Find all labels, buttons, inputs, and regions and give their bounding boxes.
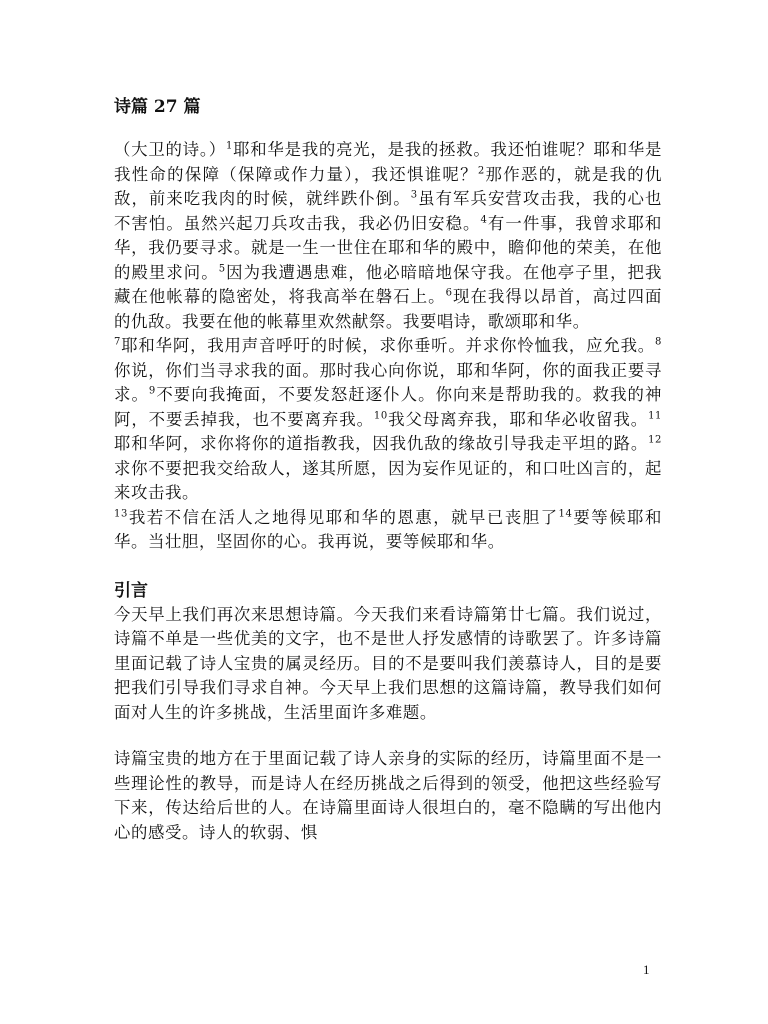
verse-text: 耶和华阿，求你将你的道指教我，因我仇敌的缘故引导我走平坦的路。 xyxy=(114,434,649,453)
verse-text: 有一件事，我曾求耶和华，我仍要寻求。就是一生一世住在耶和华的殿中，瞻仰他的荣美，在他的殿里求问。 xyxy=(114,213,662,282)
verse-text: 现在我得以昂首，高过四面的仇敌。我要在他的帐幕里欢然献祭。我要唱诗，歌颂耶和华。 xyxy=(114,287,662,331)
verse-text: 因为我遭遇患难，他必暗暗地保守我。在他亭子里，把我藏在他帐幕的隐密处，将我高举在磐石上。 xyxy=(114,262,662,306)
verse-text: 要等候耶和华。当壮胆，坚固你的心。我再说，要等候耶和华。 xyxy=(114,507,663,551)
verse-text: （大卫的诗。） xyxy=(114,140,226,159)
verse-text: 求你不要把我交给敌人，遂其所愿，因为妄作见证的，和口吐凶言的，起来攻击我。 xyxy=(114,458,662,502)
verse-number: 3 xyxy=(410,189,418,201)
verse-text: 耶和华阿，我用声音呼吁的时候，求你垂听。并求你怜恤我，应允我。 xyxy=(120,336,656,355)
verse-text: 你说，你们当寻求我的面。那时我心向你说，耶和华阿，你的面我正要寻求。 xyxy=(114,360,662,404)
verse-number: 7 xyxy=(114,336,121,348)
verse-number: 10 xyxy=(373,410,388,422)
verse-number: 6 xyxy=(445,287,453,299)
verse-text: 耶和华是我的亮光，是我的拯救。我还怕谁呢？耶和华是我性命的保障（保障或作力量），我还惧谁呢？ xyxy=(114,140,663,184)
verse-number: 1 xyxy=(225,140,233,152)
intro-paragraph-1: 今天早上我们再次来思想诗篇。今天我们来看诗篇第廿七篇。我们说过，诗篇不单是一些优美的文字，也不是世人抒发感情的诗歌罢了。许多诗篇里面记载了诗人宝贵的属灵经历。目的不是要叫我们羡慕诗人，目的是要把我们引导我们寻求自神。今天早上我们思想的这篇诗篇，教导我们如何面对人生的许多挑战，生活里面许多难题。 xyxy=(114,604,662,722)
intro-paragraph-2: 诗篇宝贵的地方在于里面记载了诗人亲身的实际的经历，诗篇里面不是一些理论性的教导，而是诗人在经历挑战之后得到的领受，他把这些经验写下来，传达给后世的人。在诗篇里面诗人很坦白的，毫不隐瞒的写出他内心的感受。诗人的软弱、惧 xyxy=(114,749,662,842)
verse-number: 4 xyxy=(480,214,488,226)
verse-number: 8 xyxy=(655,336,662,348)
page-content xyxy=(114,95,662,845)
verse-number: 14 xyxy=(558,508,573,520)
verse-text: 我若不信在活人之地得见耶和华的恩惠，就早已丧胆了 xyxy=(127,507,559,527)
verse-number: 5 xyxy=(218,263,226,275)
psalm-paragraph xyxy=(114,138,662,334)
verse-text: 不要向我掩面，不要发怒赶逐仆人。你向来是帮助我的。救我的神阿，不要丢掉我，也不要离弃我。 xyxy=(114,385,662,429)
psalm-text xyxy=(114,138,662,555)
verse-number: 12 xyxy=(648,434,662,446)
verse-number: 9 xyxy=(148,385,156,397)
page-title: 诗篇 27 篇 xyxy=(114,97,201,117)
psalm-paragraph xyxy=(114,334,662,506)
page-number: 1 xyxy=(643,962,650,977)
verse-number: 2 xyxy=(477,165,485,177)
verse-text: 虽有军兵安营攻击我，我的心也不害怕。虽然兴起刀兵攻击我，我必仍旧安稳。 xyxy=(114,189,663,233)
psalm-paragraph xyxy=(114,506,662,555)
verse-text: 那作恶的，就是我的仇敌，前来吃我肉的时候，就绊跌仆倒。 xyxy=(114,164,662,208)
verse-number: 11 xyxy=(648,410,663,422)
section-heading-intro: 引言 xyxy=(114,580,148,601)
verse-number: 13 xyxy=(114,508,128,520)
verse-text: 我父母离弃我，耶和华必收留我。 xyxy=(387,409,649,429)
